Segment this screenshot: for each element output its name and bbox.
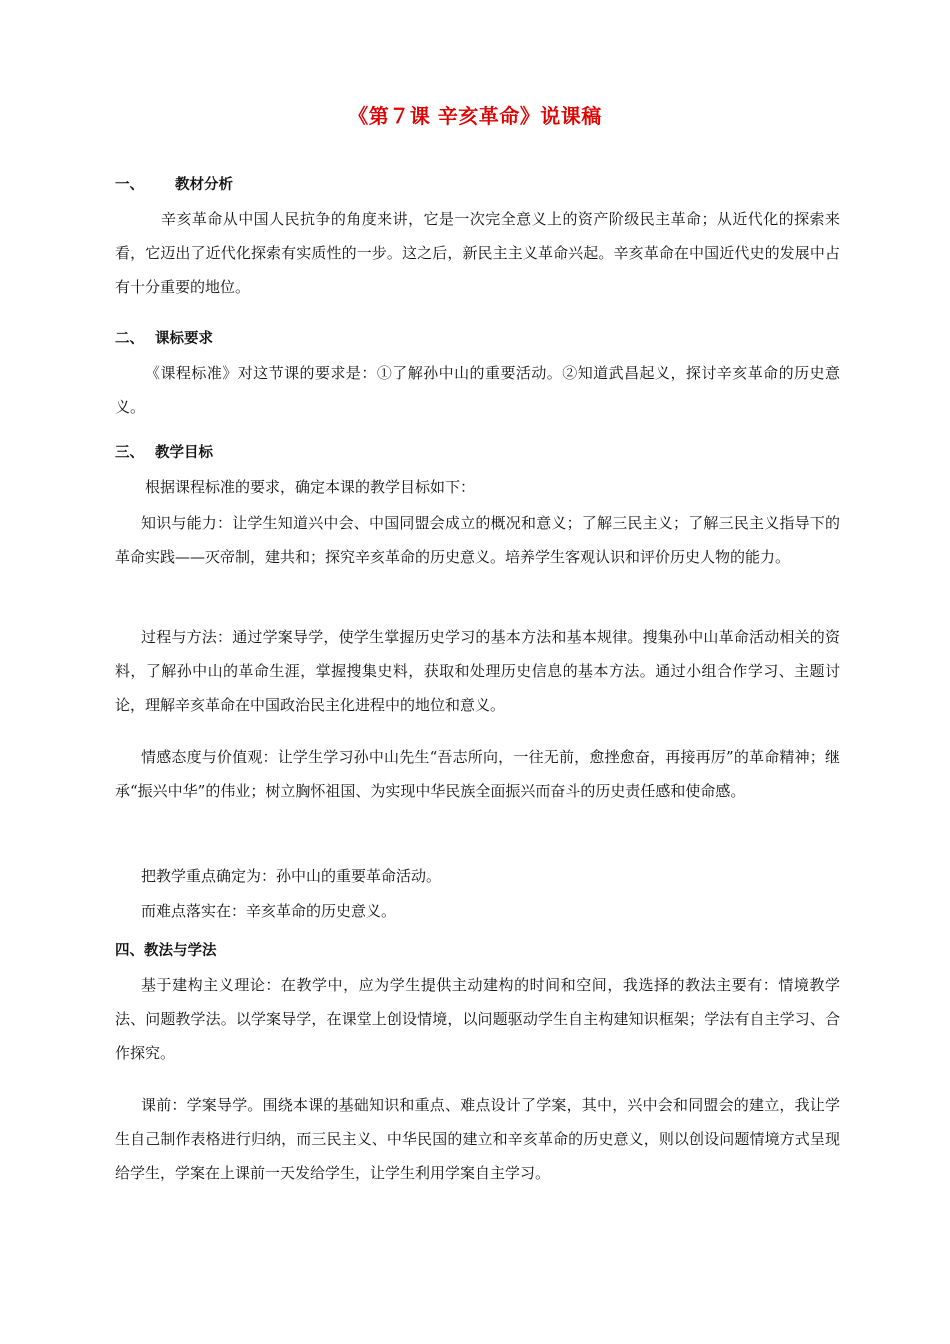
paragraph: 《课程标准》对这节课的要求是：①了解孙中山的重要活动。②知道武昌起义，探讨辛亥革命的历史意义。	[115, 364, 840, 416]
paragraph: 辛亥革命从中国人民抗争的角度来讲，它是一次完全意义上的资产阶级民主革命；从近代化的探索来看，它迈出了近代化探索有实质性的一步。这之后，新民主主义革命兴起。辛亥革命在中国近代史的发展中占有十分重要的地位。	[115, 210, 840, 296]
section-number: 一、	[115, 177, 144, 193]
paragraph: 课前：学案导学。围绕本课的基础知识和重点、难点设计了学案，其中，兴中会和同盟会的建立，我让学生自己制作表格进行归纳，而三民主义、中华民国的建立和辛亥革命的历史意义，则以创设问题情境方式呈现给学生，学案在上课前一天发给学生，让学生利用学案自主学习。	[115, 1096, 840, 1182]
section-heading-3	[115, 441, 213, 462]
section-title: 教材分析	[175, 177, 233, 193]
paragraph: 过程与方法：通过学案导学，使学生掌握历史学习的基本方法和基本规律。搜集孙中山革命活动相关的资料，了解孙中山的革命生涯，掌握搜集史料，获取和处理历史信息的基本方法。通过小组合作学习、主题讨论，理解辛亥革命在中国政治民主化进程中的地位和意义。	[115, 628, 840, 714]
paragraph: 情感态度与价值观：让学生学习孙中山先生“吾志所向，一往无前，愈挫愈奋，再接再厉”的革命精神；继承“振兴中华”的伟业；树立胸怀祖国、为实现中华民族全面振兴而奋斗的历史责任感和使命感。	[115, 748, 840, 800]
paragraph: 而难点落实在：辛亥革命的历史意义。	[141, 902, 397, 920]
section-number: 二、	[115, 331, 144, 347]
paragraph: 根据课程标准的要求，确定本课的教学目标如下：	[145, 478, 476, 496]
section-title: 教学目标	[155, 445, 213, 461]
section-title: 课标要求	[155, 331, 213, 347]
section-heading-2	[115, 327, 213, 348]
section-number: 三、	[115, 445, 144, 461]
section-title: 教法与学法	[144, 943, 217, 959]
paragraph: 基于建构主义理论：在教学中，应为学生提供主动建构的时间和空间，我选择的教法主要有：情境教学法、问题教学法。以学案导学，在课堂上创设情境，以问题驱动学生自主构建知识框架；学法有自主学习、合作探究。	[115, 976, 840, 1062]
section-number: 四、	[115, 943, 144, 959]
document-title: 《第７课 辛亥革命》说课稿	[348, 104, 602, 128]
paragraph: 把教学重点确定为：孙中山的重要革命活动。	[141, 867, 442, 885]
section-heading-1	[115, 173, 233, 194]
section-heading-4	[115, 939, 217, 960]
paragraph: 知识与能力：让学生知道兴中会、中国同盟会成立的概况和意义；了解三民主义；了解三民主义指导下的革命实践——灭帝制，建共和；探究辛亥革命的历史意义。培养学生客观认识和评价历史人物的能力。	[115, 514, 840, 566]
